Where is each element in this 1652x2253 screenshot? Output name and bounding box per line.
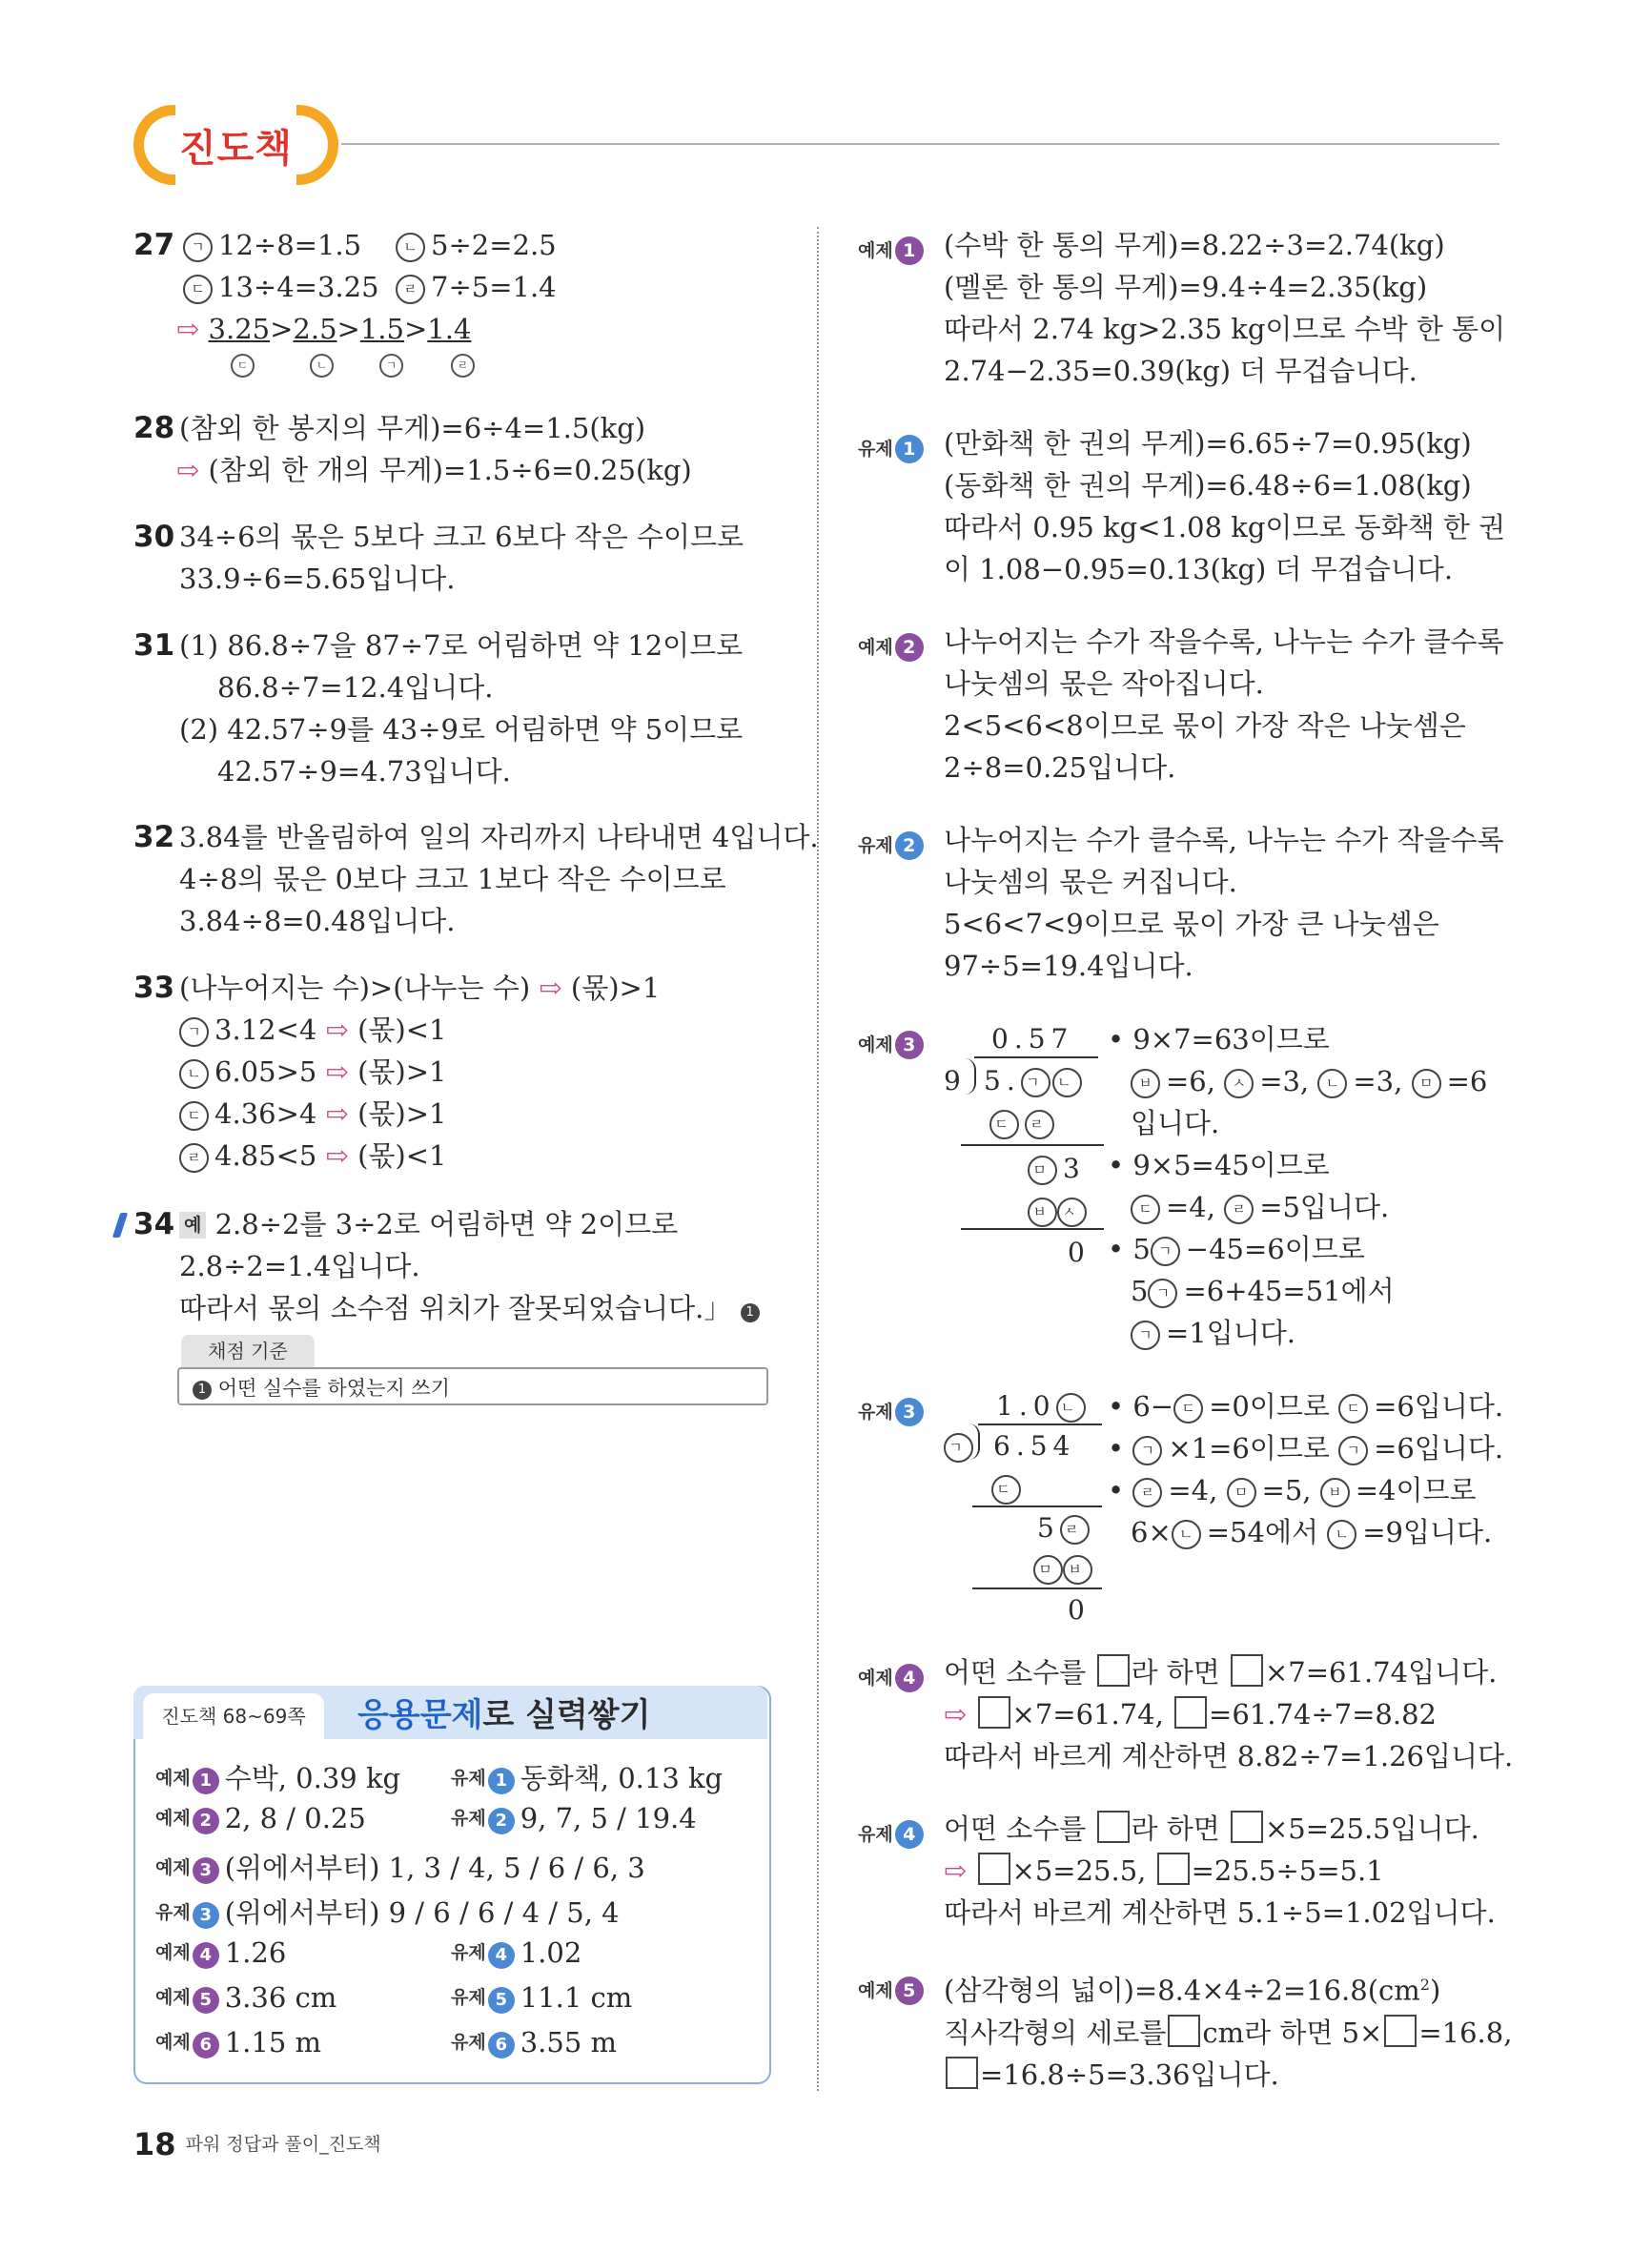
header-badge bbox=[133, 105, 338, 185]
blank-box bbox=[1384, 2015, 1417, 2047]
solution-line: 86.8÷7=12.4입니다. bbox=[217, 671, 494, 704]
practice-label: 유제 4 bbox=[858, 1812, 924, 1855]
problem-number: 34 bbox=[133, 1207, 175, 1241]
remainder: 5 ㄹ bbox=[1037, 1507, 1095, 1549]
circled-d-icon: ㄷ bbox=[179, 1101, 209, 1131]
blank-box bbox=[1231, 1811, 1263, 1843]
answer-line: ㄱ 12÷8=1.5 bbox=[183, 224, 361, 266]
criterion-marker-icon: 1 bbox=[193, 1381, 212, 1400]
example-label: 예제 3 bbox=[858, 1022, 924, 1066]
circled-d-icon: ㄷ bbox=[231, 354, 255, 378]
circled-r-icon: ㄹ bbox=[396, 275, 425, 304]
blank-box bbox=[946, 2057, 978, 2089]
divisor: ㄱ bbox=[944, 1425, 979, 1467]
page-footer bbox=[133, 2126, 381, 2162]
final-remainder: 0 bbox=[1068, 1594, 1091, 1626]
circled-n-icon: ㄴ bbox=[396, 233, 425, 262]
header-rule bbox=[341, 143, 1499, 145]
scoring-criteria-box bbox=[177, 1367, 768, 1405]
solution-body: 나누어지는 수가 클수록, 나누는 수가 작을수록 나눗셈의 몫은 커집니다. 5<6<7<9이므로 몫이 가장 큰 나눗셈은 97÷5=19.4입니다. bbox=[944, 824, 1504, 982]
right-bracket-decoration bbox=[296, 105, 338, 185]
circled-g-icon: ㄱ bbox=[183, 233, 213, 262]
solution-line: 2.8÷2=1.4입니다. bbox=[179, 1250, 420, 1282]
example-label: 예제 1 bbox=[858, 228, 924, 272]
scoring-criteria-tab: 채점 기준 bbox=[181, 1335, 315, 1367]
practice-label: 유제 1 bbox=[858, 426, 924, 470]
arrow-icon: ⇨ bbox=[325, 1097, 349, 1130]
dividend: 6.54 bbox=[993, 1430, 1076, 1462]
problem-number: 32 bbox=[133, 820, 175, 854]
criterion-text: 어떤 실수를 하였는지 쓰기 bbox=[217, 1377, 450, 1400]
blank-box bbox=[1168, 2015, 1200, 2047]
solution-line: 34÷6의 몫은 5보다 크고 6보다 작은 수이므로 bbox=[179, 521, 744, 553]
circled-n-icon: ㄴ bbox=[310, 354, 334, 378]
criterion-marker-icon: 1 bbox=[741, 1303, 760, 1322]
arrow-icon: ⇨ bbox=[539, 972, 562, 1004]
blank-box bbox=[1097, 1654, 1130, 1687]
page-number: 18 bbox=[133, 2126, 176, 2162]
solution-line: ⇨ (참외 한 개의 무게)=1.5÷6=0.25(kg) bbox=[176, 454, 692, 486]
remainder: ㅁ 3 bbox=[1028, 1148, 1086, 1190]
summary-row: 유제 4 1.02 bbox=[451, 1936, 582, 1969]
partial-product: ㄷ bbox=[991, 1467, 1027, 1509]
problem-number: 30 bbox=[133, 520, 175, 554]
summary-row: 유제 5 11.1 cm bbox=[451, 1981, 633, 2014]
summary-row: 예제 4 1.26 bbox=[155, 1936, 287, 1969]
answer-line: ㄷ 13÷4=3.25 bbox=[183, 266, 379, 308]
ordering-line: ⇨ 3.25>2.5>1.5>1.4 bbox=[176, 313, 472, 345]
summary-row: 유제 6 3.55 m bbox=[451, 2026, 618, 2058]
arrow-icon: ⇨ bbox=[944, 1854, 968, 1887]
arrow-icon: ⇨ bbox=[325, 1055, 349, 1088]
summary-row: 예제 2 2, 8 / 0.25 bbox=[155, 1802, 366, 1834]
circled-g-icon: ㄱ bbox=[179, 1017, 209, 1047]
subtraction-line bbox=[961, 1144, 1104, 1146]
example-label: 예제 4 bbox=[858, 1655, 924, 1699]
divisor: 9 bbox=[944, 1065, 967, 1096]
final-remainder: 0 bbox=[1068, 1237, 1091, 1268]
explanation: • 6− ㄷ =0이므로 ㄷ =6입니다. • ㄱ ×1=6이므로 ㄱ =6입니다. • ㄹ =4, ㅁ =5, ㅂ =4이므로 6× ㄴ =54에서 ㄴ =9입니다. bbox=[1108, 1390, 1504, 1548]
arrow-icon: ⇨ bbox=[325, 1139, 349, 1172]
partial-product: ㅂ ㅅ bbox=[1028, 1190, 1092, 1232]
example-label: 예제 5 bbox=[858, 1968, 924, 2012]
summary-row: 예제 3 (위에서부터) 1, 3 / 4, 5 / 6 / 6, 3 bbox=[155, 1852, 645, 1884]
case-line: ㄷ 4.36>4 ⇨ (몫)>1 bbox=[179, 1093, 446, 1135]
problem-number: 33 bbox=[133, 971, 175, 1005]
problem-number: 27 bbox=[133, 228, 175, 262]
summary-row: 유제 2 9, 7, 5 / 19.4 bbox=[451, 1802, 697, 1834]
page-title: 진도책 bbox=[179, 127, 293, 171]
partial-product: ㄷ ㄹ bbox=[989, 1102, 1060, 1144]
solution-line: 3.84를 반올림하여 일의 자리까지 나타내면 4입니다. bbox=[179, 821, 819, 853]
circled-d-icon: ㄷ bbox=[183, 275, 213, 304]
circled-g-icon: ㄱ bbox=[379, 354, 403, 378]
quotient: 0.57 bbox=[991, 1023, 1074, 1055]
solution-line: (참외 한 봉지의 무게)=6÷4=1.5(kg) bbox=[179, 412, 646, 444]
solution-line: 예 2.8÷2를 3÷2로 어림하면 약 2이므로 bbox=[179, 1203, 678, 1245]
circled-r-icon: ㄹ bbox=[451, 354, 475, 378]
solution-body: 나누어지는 수가 작을수록, 나누는 수가 클수록 나눗셈의 몫은 작아집니다. 2<5<6<8이므로 몫이 가장 작은 나눗셈은 2÷8=0.25입니다. bbox=[944, 625, 1504, 784]
summary-row: 유제 3 (위에서부터) 9 / 6 / 6 / 4 / 5, 4 bbox=[155, 1896, 620, 1929]
answer-line: ㄹ 7÷5=1.4 bbox=[396, 266, 557, 308]
subtraction-line bbox=[961, 1228, 1104, 1230]
dividend: 5. ㄱ ㄴ bbox=[984, 1060, 1088, 1102]
solution-body: 어떤 소수를 라 하면 ×5=25.5입니다. ⇨ ×5=25.5, =25.5÷5=5.1 따라서 바르게 계산하면 5.1÷5=1.02입니다. bbox=[944, 1813, 1496, 1929]
blank-box bbox=[978, 1696, 1010, 1729]
column-divider bbox=[817, 227, 819, 2091]
rule-line: (나누어지는 수)>(나누는 수) ⇨ (몫)>1 bbox=[179, 972, 661, 1004]
example-label: 예제 2 bbox=[858, 625, 924, 668]
footer-text: 파워 정답과 풀이_진도책 bbox=[185, 2134, 381, 2155]
summary-row: 예제 1 수박, 0.39 kg bbox=[155, 1762, 401, 1794]
solution-body: (삼각형의 넓이)$=8.4\times 4\div 2=16.8(cm^2)$ 직사각형의 세로를 cm라 하면 5× =16.8, =16.8÷5=3.36입니다. bbox=[944, 1974, 1513, 2091]
solution-line: (1) 86.8÷7을 87÷7로 어림하면 약 12이므로 bbox=[179, 629, 744, 662]
explanation: • 9×7=63이므로 ㅂ =6, ㅅ =3, ㄴ =3, ㅁ =6 입니다. • 9×5=45이므로 ㄷ =4, ㄹ =5입니다. • 5 ㄱ −45=6이므로 5 ㄱ =6+45=51에서 ㄱ =1입니다. bbox=[1108, 1023, 1488, 1349]
solution-line: 4÷8의 몫은 0보다 크고 1보다 작은 수이므로 bbox=[179, 863, 726, 895]
problem-number: 28 bbox=[133, 411, 175, 445]
arrow-icon: ⇨ bbox=[944, 1698, 968, 1731]
solution-body: (수박 한 통의 무게)=8.22÷3=2.74(kg) (멜론 한 통의 무게)=9.4÷4=2.35(kg) 따라서 2.74 kg>2.35 kg이므로 수박 한 통이 2.74−2.35=0.39(kg) 더 무겁습니다. bbox=[944, 229, 1506, 387]
example-3 bbox=[858, 1018, 1516, 1362]
summary-row: 예제 5 3.36 cm bbox=[155, 1981, 337, 2014]
example-badge: 예 bbox=[179, 1212, 206, 1239]
circled-r-icon: ㄹ bbox=[179, 1143, 209, 1173]
case-line: ㄴ 6.05>5 ⇨ (몫)>1 bbox=[179, 1051, 446, 1093]
blank-box bbox=[978, 1853, 1010, 1885]
solution-line: 42.57÷9=4.73입니다. bbox=[217, 755, 511, 788]
summary-title: 응용문제로 실력쌓기 bbox=[357, 1696, 651, 1734]
arrow-icon: ⇨ bbox=[325, 1014, 349, 1046]
division-bar bbox=[974, 1056, 1098, 1058]
blank-box bbox=[1174, 1696, 1207, 1729]
solution-line: (2) 42.57÷9를 43÷9로 어림하면 약 5이므로 bbox=[179, 713, 744, 746]
case-line: ㄹ 4.85<5 ⇨ (몫)<1 bbox=[179, 1135, 446, 1177]
division-bracket bbox=[969, 1423, 980, 1460]
solution-line: 3.84÷8=0.48입니다. bbox=[179, 905, 456, 937]
blank-box bbox=[1097, 1811, 1130, 1843]
solution-body: (만화책 한 권의 무게)=6.65÷7=0.95(kg) (동화책 한 권의 무게)=6.48÷6=1.08(kg) 따라서 0.95 kg<1.08 kg이므로 동화책 한 권 이 1.08−0.95=0.13(kg) 더 무겁습니다. bbox=[944, 427, 1506, 585]
case-line: ㄱ 3.12<4 ⇨ (몫)<1 bbox=[179, 1009, 446, 1051]
answer-line: ㄴ 5÷2=2.5 bbox=[396, 224, 557, 266]
quotient: 1.0 ㄴ bbox=[996, 1385, 1091, 1427]
practice-3 bbox=[858, 1385, 1516, 1643]
arrow-icon: ⇨ bbox=[176, 454, 200, 486]
problem-number: 31 bbox=[133, 628, 175, 663]
summary-row: 유제 1 동화책, 0.13 kg bbox=[451, 1762, 724, 1794]
summary-page-tab: 진도책 68~69쪽 bbox=[143, 1693, 324, 1739]
pencil-icon bbox=[112, 1213, 128, 1238]
practice-label: 유제 2 bbox=[858, 823, 924, 867]
solution-line: 따라서 몫의 소수점 위치가 잘못되었습니다.」 1 bbox=[179, 1287, 760, 1329]
blank-box bbox=[1157, 1853, 1190, 1885]
solution-line: 33.9÷6=5.65입니다. bbox=[179, 563, 456, 595]
summary-row: 예제 6 1.15 m bbox=[155, 2026, 322, 2058]
division-bracket bbox=[965, 1058, 976, 1095]
arrow-icon: ⇨ bbox=[176, 313, 200, 345]
solution-body: 어떤 소수를 라 하면 ×7=61.74입니다. ⇨ ×7=61.74, =61.74÷7=8.82 따라서 바르게 계산하면 8.82÷7=1.26입니다. bbox=[944, 1656, 1514, 1772]
circled-n-icon: ㄴ bbox=[179, 1059, 209, 1089]
partial-product: ㅁ ㅂ bbox=[1033, 1547, 1098, 1589]
practice-label: 유제 3 bbox=[858, 1389, 924, 1433]
left-bracket-decoration bbox=[133, 105, 175, 185]
blank-box bbox=[1231, 1654, 1263, 1687]
